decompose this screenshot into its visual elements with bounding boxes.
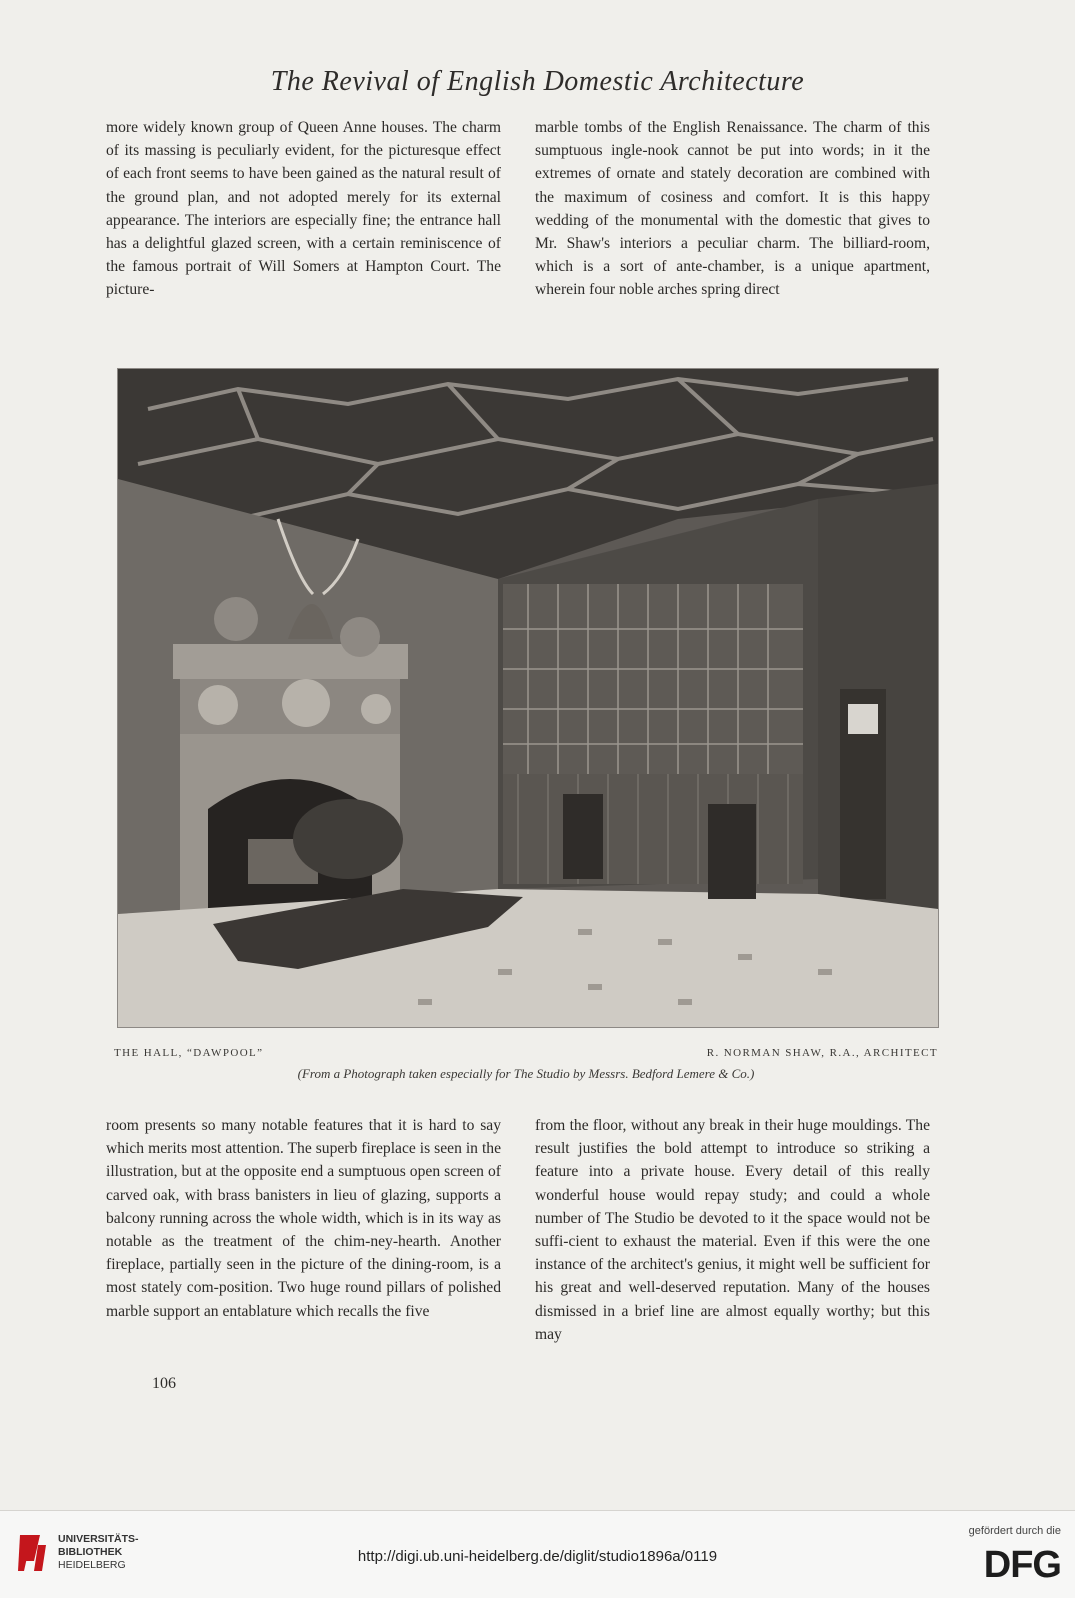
hall-photograph xyxy=(118,369,938,1027)
digitization-footer xyxy=(0,1510,1075,1598)
text-column-right-top xyxy=(535,116,930,302)
photo-plate-hall-dawpool xyxy=(117,368,939,1028)
photo-credit: (From a Photograph taken especially for The Studio by Messrs. Bedford Lemere & Co.) xyxy=(297,1066,755,1081)
dfg-logo: DFG xyxy=(983,1544,1061,1586)
text-column-left-bottom xyxy=(106,1114,501,1323)
text-column-right-bottom xyxy=(535,1114,930,1346)
paragraph: room presents so many notable features that it is hard to say which merits most attention. The superb fireplace is seen in the illustration, but at the opposite end a sumptuous open screen of carved oak, with brass banisters in lieu of glazing, supports a balcony running across the whole width, which is in its way as notable as the treatment of the chim-ney-hearth. Another fireplace, partially seen in the picture of the dining-room, is a most stately com-position. Two huge round pillars of polished marble support an entablature which recalls the five xyxy=(106,1117,501,1320)
caption-architect: R. NORMAN SHAW, R.A., ARCHITECT xyxy=(706,1047,938,1059)
paragraph: more widely known group of Queen Anne houses. The charm of its massing is peculiarly evident, for the picturesque effect of each front seems to have been gained as the natural result of the ground plan, and not adopted merely for its external appearance. The interiors are especially fine; the entrance hall has a delightful glazed screen, with a certain reminiscence of the famous portrait of Will Somers at Hampton Court. The picture- xyxy=(106,119,501,299)
library-name: UNIVERSITÄTS- BIBLIOTHEK HEIDELBERG xyxy=(58,1533,139,1571)
text-column-left-top xyxy=(106,116,501,302)
paragraph: from the floor, without any break in their huge mouldings. The result justifies the bold attempt to introduce so striking a feature into a private house. Every detail of this really wonderful house would repay study; and could a whole number of The Studio be devoted to it the space would not be suffi-cient to exhaust the material. Even if this were the one instance of the architect's genius, it might well be sufficient for his great and well-deserved reputation. Many of the houses dismissed in a brief line are almost equally worthy; but this may xyxy=(535,1117,930,1343)
permalink-url[interactable]: http://digi.ub.uni-heidelberg.de/diglit/studio1896a/0119 xyxy=(357,1548,718,1565)
caption-title: THE HALL, “DAWPOOL” xyxy=(114,1047,264,1059)
page-number: 106 xyxy=(152,1375,176,1392)
running-head: The Revival of English Domestic Architecture xyxy=(270,66,805,97)
figure-caption xyxy=(114,1047,938,1063)
paragraph: marble tombs of the English Renaissance. The charm of this sumptuous ingle-nook cannot be put into words; in it the extremes of ornate and stately decoration are combined with the maximum of cosiness and comfort. It is this happy wedding of the monumental with the domestic that gives to Mr. Shaw's interiors a peculiar charm. The billiard-room, which is a sort of ante-chamber, is a unique apartment, wherein four noble arches spring direct xyxy=(535,119,930,299)
funding-note: gefördert durch die xyxy=(968,1525,1061,1537)
